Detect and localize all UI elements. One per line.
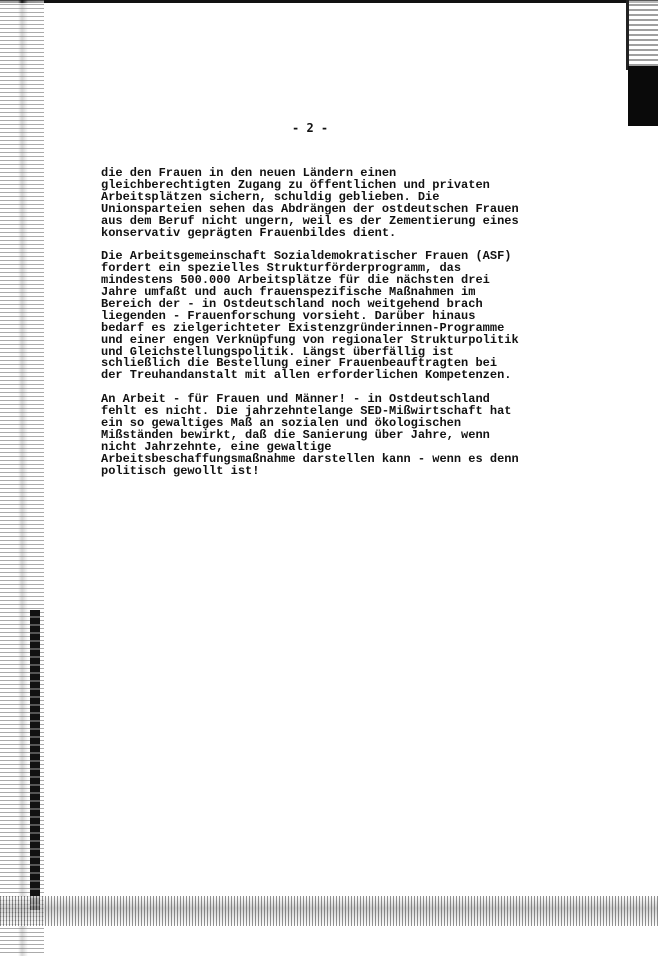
text-line: Unionsparteien sehen das Abdrängen der ostdeutschen Frauen	[101, 201, 519, 216]
text-line: nicht Jahrzehnte, eine gewaltige	[101, 439, 332, 454]
page-number: - 2 -	[292, 121, 329, 135]
text-line: fordert ein spezielles Strukturförderprogramm, das	[101, 261, 462, 276]
scan-right-line	[626, 0, 629, 70]
text-line: fehlt es nicht. Die jahrzehntelange SED-Mißwirtschaft hat	[101, 404, 512, 419]
text-line: der Treuhandanstalt mit allen erforderlichen Kompetenzen.	[101, 368, 512, 383]
scan-right-noise	[626, 0, 658, 66]
text-line: mindestens 500.000 Arbeitsplätze für die nächsten drei	[101, 273, 490, 288]
text-line: Die Arbeitsgemeinschaft Sozialdemokratischer Frauen (ASF)	[101, 249, 512, 264]
text-line: schließlich die Bestellung einer Frauenbeauftragten bei	[101, 356, 498, 371]
document-body	[101, 168, 531, 489]
paragraph	[101, 168, 531, 239]
text-line: Bereich der - in Ostdeutschland noch weitgehend brach	[101, 296, 483, 311]
scan-right-bar	[628, 66, 658, 126]
scan-binding-strip	[30, 610, 40, 910]
text-line: bedarf es zielgerichteter Existenzgründerinnen-Programme	[101, 320, 505, 335]
text-line: Mißständen bewirkt, daß die Sanierung über Jahre, wenn	[101, 427, 490, 442]
text-line: konservativ geprägten Frauenbildes dient.	[101, 225, 397, 240]
text-line: die den Frauen in den neuen Ländern einen	[101, 166, 397, 180]
text-line: Arbeitsplätzen sichern, schuldig geblieben. Die	[101, 189, 440, 204]
text-line: Jahre umfaßt und auch frauenspezifische Maßnahmen im	[101, 285, 476, 300]
paragraph	[101, 394, 531, 477]
text-line: ein so gewaltiges Maß an sozialen und ökologischen	[101, 416, 462, 430]
scan-bottom-edge	[0, 896, 658, 926]
text-line: An Arbeit - für Frauen und Männer! - in Ostdeutschland	[101, 392, 490, 407]
text-line: und Gleichstellungspolitik. Längst überfällig ist	[101, 344, 454, 359]
text-line: gleichberechtigten Zugang zu öffentlichen und privaten	[101, 177, 490, 192]
text-line: und einer engen Verknüpfung von regionaler Strukturpolitik	[101, 332, 519, 347]
scan-top-edge	[0, 0, 658, 3]
text-line: politisch gewollt ist!	[101, 463, 260, 478]
text-line: liegenden - Frauenforschung vorsieht. Darüber hinaus	[101, 308, 476, 323]
text-line: aus dem Beruf nicht ungern, weil es der Zementierung eines	[101, 213, 519, 228]
paragraph	[101, 251, 531, 382]
text-line: Arbeitsbeschaffungsmaßnahme darstellen kann - wenn es denn	[101, 451, 519, 466]
